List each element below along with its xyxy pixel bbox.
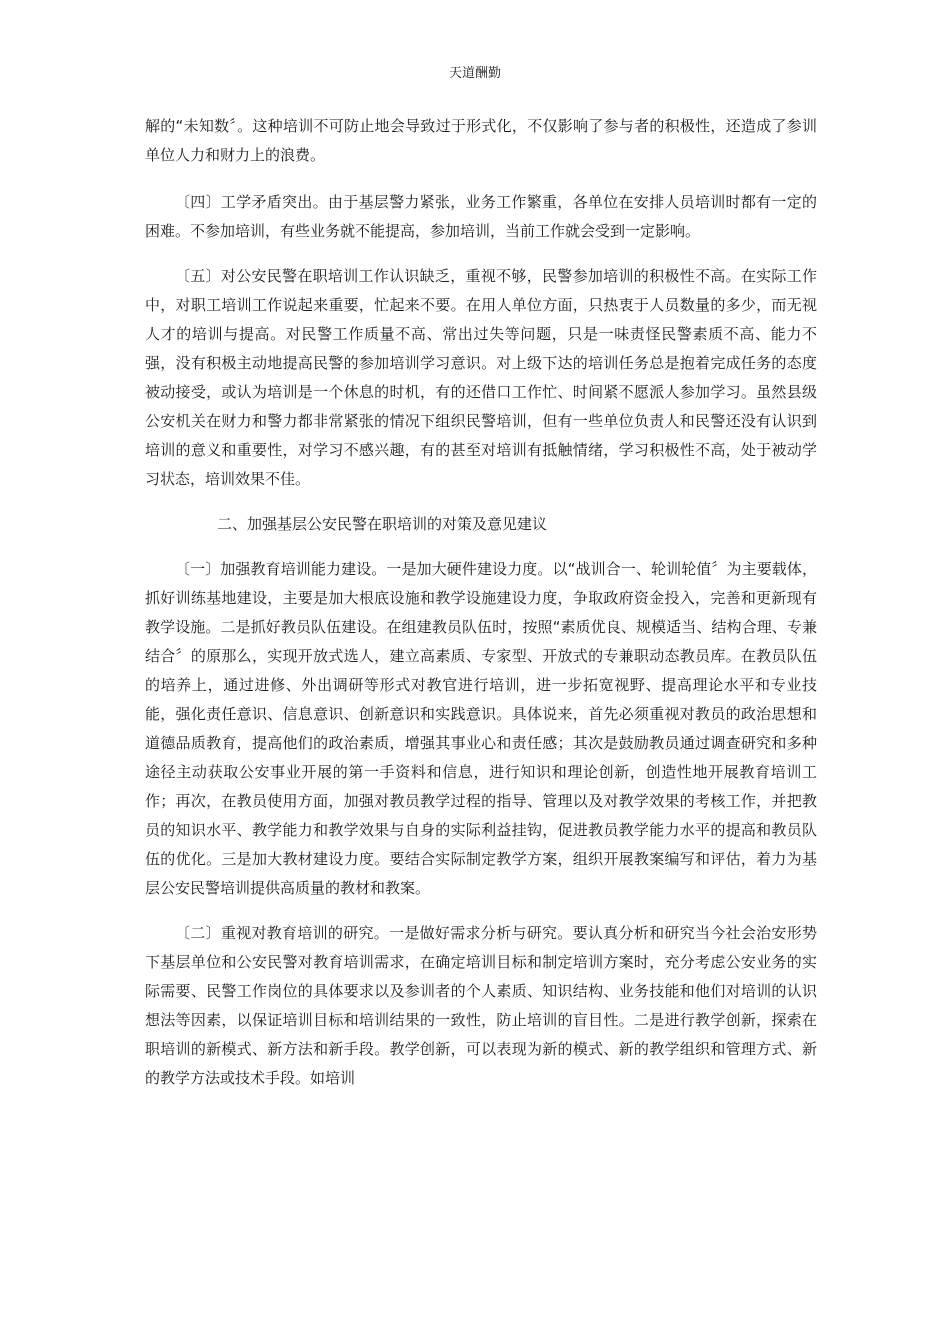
- paragraph-item-4: 〔四〕工学矛盾突出。由于基层警力紧张，业务工作繁重，各单位在安排人员培训时都有一定的困难。不参加培训，有些业务就不能提高，参加培训，当前工作就会受到一定影响。: [145, 193, 817, 240]
- page-header: 天道酬勤: [448, 66, 501, 81]
- paragraph-item-2: 〔二〕重视对教育培训的研究。一是做好需求分析与研究。要认真分析和研究当今社会治安形势下基层单位和公安民警对教育培训需求，在确定培训目标和制定培训方案时，充分考虑公安业务的实际需要、民警工作岗位的具体要求以及参训者的个人素质、知识结构、业务技能和他们对培训的认识想法等因素，以保证培训目标和培训结果的一致性，防止培训的盲目性。二是进行教学创新，探索在职培训的新模式、新方法和新手段。教学创新，可以表现为新的模式、新的教学组织和管理方式、新的教学方法或技术手段。如培训: [145, 924, 817, 1087]
- paragraph-continuation: 解的“未知数〞。这种培训不可防止地会导致过于形式化，不仅影响了参与者的积极性，还造成了参训单位人力和财力上的浪费。: [145, 117, 817, 164]
- paragraph-item-1: 〔一〕加强教育培训能力建设。一是加大硬件建设力度。以“战训合一、轮训轮值〞为主要载体，抓好训练基地建设，主要是加大根底设施和教学设施建设力度，争取政府资金投入，完善和更新现有教学设施。二是抓好教员队伍建设。在组建教员队伍时，按照“素质优良、规模适当、结构合理、专兼结合〞的原那么，实现开放式选人，建立高素质、专家型、开放式的专兼职动态教员库。在教员队伍的培养上，通过进修、外出调研等形式对教官进行培训，进一步拓宽视野、提高理论水平和专业技能，强化责任意识、信息意识、创新意识和实践意识。具体说来，首先必须重视对教员的政治思想和道德品质教育，提高他们的政治素质，增强其事业心和责任感；其次是鼓励教员通过调查研究和多种途径主动获取公安事业开展的第一手资料和信息，进行知识和理论创新，创造性地开展教育培训工作；再次，在教员使用方面，加强对教员教学过程的指导、管理以及对教学效果的考核工作，并把教员的知识水平、教学能力和教学效果与自身的实际利益挂钩，促进教员教学能力水平的提高和教员队伍的优化。三是加大教材建设力度。要结合实际制定教学方案，组织开展教案编写和评估，着力为基层公安民警培训提供高质量的教材和教案。: [145, 560, 817, 897]
- document-body: [145, 112, 817, 1109]
- section-heading: 二、加强基层公安民警在职培训的对策及意见建议: [217, 515, 548, 533]
- paragraph-item-5: 〔五〕对公安民警在职培训工作认识缺乏，重视不够，民警参加培训的积极性不高。在实际工作中，对职工培训工作说起来重要，忙起来不要。在用人单位方面，只热衷于人员数量的多少，而无视人才的培训与提高。对民警工作质量不高、常出过失等问题，只是一味责怪民警素质不高、能力不强，没有积极主动地提高民警的参加培训学习意识。对上级下达的培训任务总是抱着完成任务的态度被动接受，或认为培训是一个休息的时机，有的还借口工作忙、时间紧不愿派人参加学习。虽然县级公安机关在财力和警力都非常紧张的情况下组织民警培训，但有一些单位负责人和民警还没有认识到培训的意义和重要性，对学习不感兴趣，有的甚至对培训有抵触情绪，学习积极性不高，处于被动学习状态，培训效果不佳。: [145, 267, 817, 488]
